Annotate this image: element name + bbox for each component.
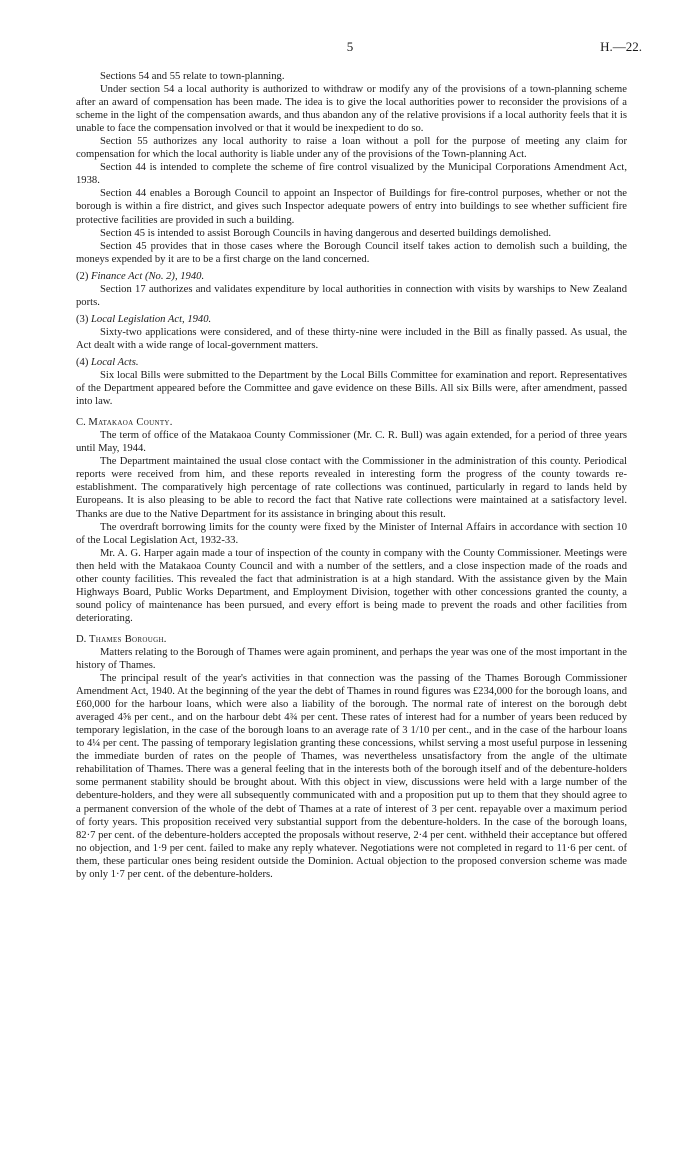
paragraph: Section 45 provides that in those cases where the Borough Council itself takes action to demolish such a building, the moneys expended by it are to be a first charge on the land concerned.	[76, 240, 627, 265]
paragraph: Section 44 enables a Borough Council to appoint an Inspector of Buildings for fire-control purposes, whether or not the borough is within a fire district, and gives such Inspector adequate powers of entry into buildings to see whether sufficient fire protective facilities are provided in such a building.	[76, 188, 627, 226]
section-heading-matakaoa-county	[76, 416, 627, 429]
paragraph: Section 45 is intended to assist Borough Councils in having dangerous and deserted buildings demolished.	[100, 227, 552, 239]
section-title: Matakaoa County.	[88, 417, 173, 429]
section-letter: D.	[76, 633, 87, 645]
subheading-title: Local Acts.	[91, 356, 139, 368]
subheading-number: (2)	[76, 270, 89, 282]
paragraph: Section 44 is intended to complete the scheme of fire control visualized by the Municipal Corporations Amendment Act, 1938.	[76, 162, 627, 187]
paragraph: The overdraft borrowing limits for the county were fixed by the Minister of Internal Affairs in accordance with section 10 of the Local Legislation Act, 1932-33.	[76, 521, 627, 546]
paragraph: Six local Bills were submitted to the Department by the Local Bills Committee for examination and report. Representatives of the Department appeared before the Committee and gave evidence on these Bills. All six Bills were, after amendment, passed into law.	[76, 370, 627, 408]
subheading-number: (4)	[76, 356, 89, 368]
paragraph: Matters relating to the Borough of Thames were again prominent, and perhaps the year was one of the most important in the history of Thames.	[76, 646, 627, 672]
paragraph: Mr. A. G. Harper again made a tour of inspection of the county in company with the County Commissioner. Meetings were then held with the Matakaoa County Council and with a number of the settlers, and a close inspection made of the roads and other county facilities. This revealed the fact that administration is at a high standard. With the assistance given by the Main Highways Board, Public Works Department, and Employment Division, together with other concessions granted the county, a sound policy of maintenance has been pursued, and every effort is being made to prevent the roads and other facilities from deteriorating.	[76, 547, 627, 624]
paragraph: Section 55 authorizes any local authority to raise a loan without a poll for the purpose of meeting any claim for compensation for which the local authority is liable under any of the provisions of the Town-planning Act.	[76, 136, 627, 161]
subheading-local-acts	[76, 356, 627, 369]
subheading-title: Local Legislation Act, 1940.	[91, 313, 212, 325]
subheading-number: (3)	[76, 313, 89, 325]
paragraph: Section 17 authorizes and validates expenditure by local authorities in connection with visits by warships to New Zealand ports.	[76, 283, 627, 308]
subheading-finance-act	[76, 270, 627, 283]
paragraph: Under section 54 a local authority is authorized to withdraw or modify any of the provisions of a town-planning scheme after an award of compensation has been made. The idea is to give the local authorities power to reconsider the provisions of a scheme in the light of the compensation awards, and thus abandon any of the relative provisions if a local authority feels that it is unable to face the compensation involved or that it would be inexpedient to do so.	[76, 84, 627, 135]
paragraph: Sixty-two applications were considered, and of these thirty-nine were included in the Bill as finally passed. As usual, the Act dealt with a wide range of local-government matters.	[76, 326, 627, 351]
subheading-title: Finance Act (No. 2), 1940.	[91, 270, 205, 282]
section-letter: C.	[76, 417, 86, 429]
paragraph: The principal result of the year's activities in that connection was the passing of the Thames Borough Commissioner Amendment Act, 1940. At the beginning of the year the debt of Thames in round figures was £234,000 for the borough loans, and £60,000 for the harbour loans, which were also a liability of the borough. The normal rate of interest on the borough debt averaged 4⅝ per cent., and on the harbour debt 4¾ per cent. These rates of interest had for a number of years been reduced by temporary legislation, in the case of the borough loans to an average rate of 3 1/10 per cent., and in the case of the harbour loans to 4¼ per cent. The passing of temporary legislation granting these concessions, whilst serving a most useful purpose in lessening the immediate burden of rates on the people of Thames, was nevertheless unsatisfactory from the angle of the ultimate rehabilitation of Thames. There was a general feeling that in the interests both of the borough itself and of the debenture-holders some permanent stability should be brought about. With this object in view, discussions were held with a large number of the debenture-holders, and they were all subsequently communicated with and a proposition put up to them that they should agree to a permanent conversion of the whole of the debt of Thames at a rate of interest of 3 per cent. repayable over a maximum period of forty years. This proposition received very substantial support from the debenture-holders. In the case of the borough loans, 82·7 per cent. of the debenture-holders accepted the proposals without reserve, 2·4 per cent. withheld their acceptance but offered no objection, and 1·9 per cent. failed to make any reply whatever. Negotiations were not completed in regard to 11·6 per cent. of them, these particular ones being resident outside the Dominion. Actual objection to the proposed conversion scheme was made by only 1·7 per cent. of the debenture-holders.	[76, 673, 627, 880]
section-heading-thames-borough	[76, 633, 627, 646]
subheading-local-legislation-act	[76, 313, 627, 326]
document-reference: H.—22.	[600, 39, 642, 54]
document-body	[76, 70, 627, 881]
paragraph: The term of office of the Matakaoa County Commissioner (Mr. C. R. Bull) was again extended, for a period of three years until May, 1944.	[76, 430, 627, 455]
section-title: Thames Borough.	[88, 633, 167, 645]
page-number: 5	[346, 39, 354, 54]
paragraph: Sections 54 and 55 relate to town-planning.	[100, 71, 285, 82]
paragraph: The Department maintained the usual close contact with the Commissioner in the administration of this county. Periodical reports were received from him, and these reports revealed in interesting form the progress of the county towards re-establishment. The comparatively high percentage of rate collections was continued, particularly in regard to lands held by Europeans. It is also pleasing to be able to record the fact that Native rate collections were maintained at a satisfactory level. Thanks are due to the Native Department for its assistance in bringing about this result.	[76, 456, 627, 520]
